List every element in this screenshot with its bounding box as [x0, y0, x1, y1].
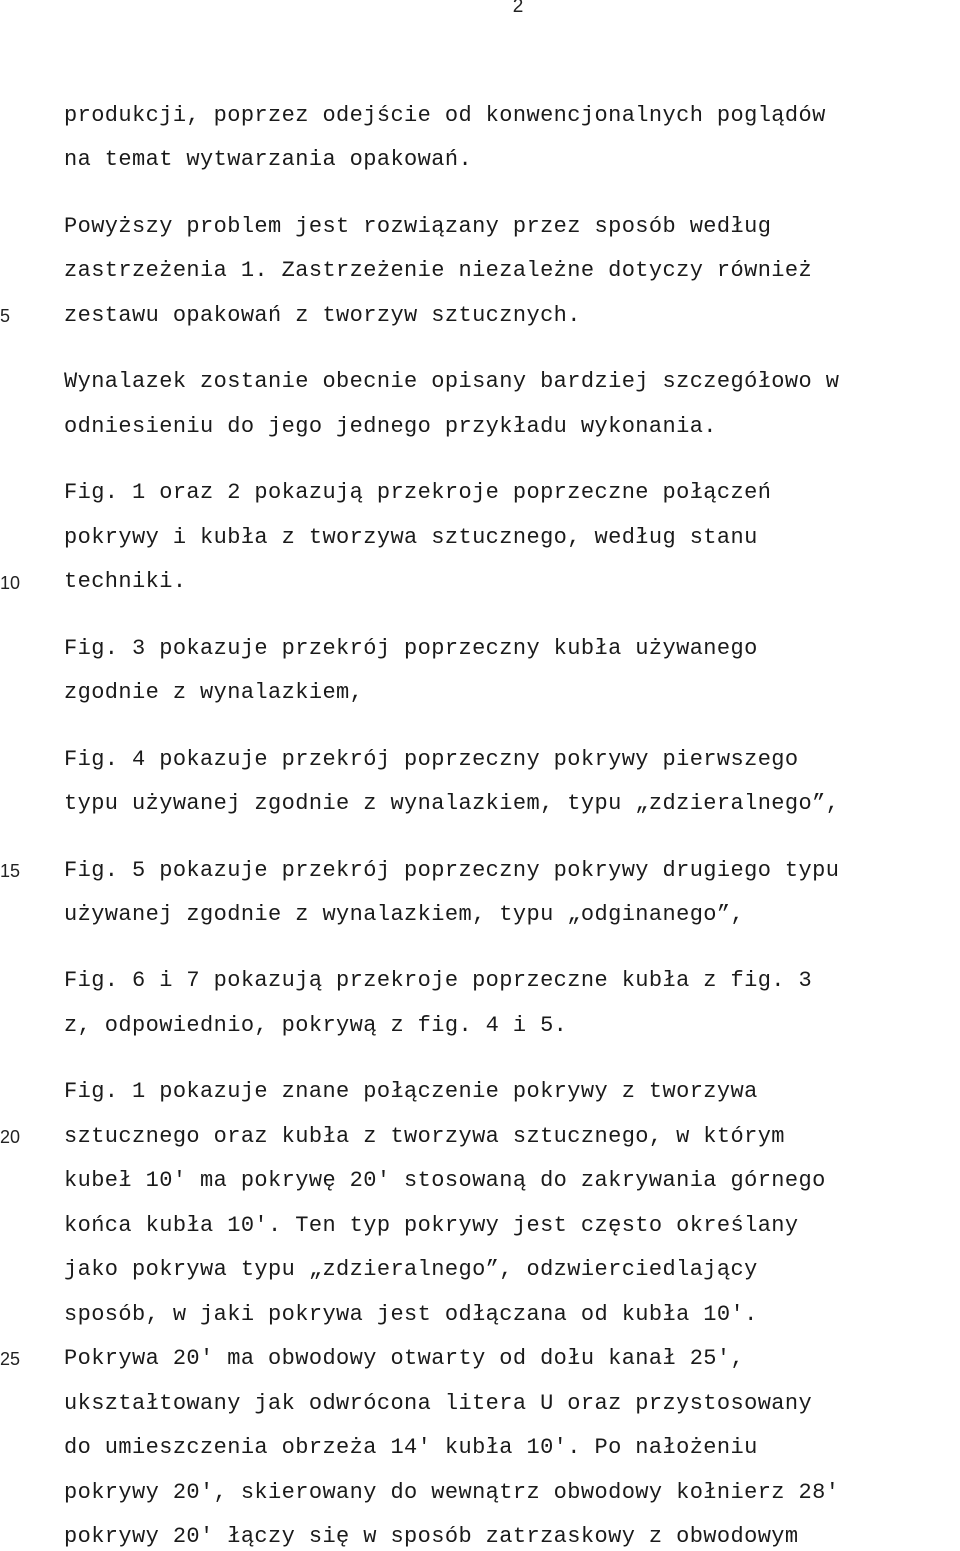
text-line: pokrywy 20′, skierowany do wewnątrz obwodowy kołnierz 28′	[64, 1480, 840, 1505]
text-line: sztucznego oraz kubła z tworzywa sztucznego, w którym	[64, 1124, 785, 1149]
text-line: używanej zgodnie z wynalazkiem, typu „odginanego”,	[64, 902, 745, 927]
text-line: Fig. 3 pokazuje przekrój poprzeczny kubła używanego	[64, 636, 758, 661]
text-line: jako pokrywa typu „zdzieralnego”, odzwierciedlający	[64, 1257, 758, 1282]
text-line: Fig. 4 pokazuje przekrój poprzeczny pokrywy pierwszego	[64, 747, 799, 772]
text-line: zestawu opakowań z tworzyw sztucznych.	[64, 303, 581, 328]
line-number-20: 20	[0, 1127, 21, 1147]
text-line: sposób, w jaki pokrywa jest odłączana od kubła 10′.	[64, 1302, 758, 1327]
text-line: do umieszczenia obrzeża 14′ kubła 10′. Po nałożeniu	[64, 1435, 758, 1460]
text-line: typu używanej zgodnie z wynalazkiem, typu „zdzieralnego”,	[64, 791, 840, 816]
line-number-5: 5	[0, 306, 11, 326]
text-line: na temat wytwarzania opakowań.	[64, 147, 473, 172]
text-line: pokrywy i kubła z tworzywa sztucznego, według stanu	[64, 525, 758, 550]
text-line: końca kubła 10′. Ten typ pokrywy jest często określany	[64, 1213, 799, 1238]
page-number: 2	[512, 0, 524, 17]
text-line: Fig. 5 pokazuje przekrój poprzeczny pokrywy drugiego typu	[64, 858, 840, 883]
text-line: produkcji, poprzez odejście od konwencjonalnych poglądów	[64, 103, 826, 128]
line-number-25: 25	[0, 1349, 21, 1369]
text-line: zgodnie z wynalazkiem,	[64, 680, 364, 705]
text-line: z, odpowiednio, pokrywą z fig. 4 i 5.	[64, 1013, 568, 1038]
text-line: odniesieniu do jego jednego przykładu wykonania.	[64, 414, 717, 439]
text-line: Fig. 6 i 7 pokazują przekroje poprzeczne kubła z fig. 3	[64, 968, 813, 993]
text-line: Wynalazek zostanie obecnie opisany bardziej szczegółowo w	[64, 369, 840, 394]
text-line: Powyższy problem jest rozwiązany przez sposób według	[64, 214, 772, 239]
line-number-10: 10	[0, 573, 21, 593]
text-line: ukształtowany jak odwrócona litera U oraz przystosowany	[64, 1391, 813, 1416]
text-line: Fig. 1 pokazuje znane połączenie pokrywy z tworzywa	[64, 1079, 758, 1104]
text-line: pokrywy 20′ łączy się w sposób zatrzaskowy z obwodowym	[64, 1524, 799, 1549]
text-line: techniki.	[64, 569, 187, 594]
text-line: zastrzeżenia 1. Zastrzeżenie niezależne dotyczy również	[64, 258, 813, 283]
text-line: kubeł 10′ ma pokrywę 20′ stosowaną do zakrywania górnego	[64, 1168, 826, 1193]
text-line: Pokrywa 20′ ma obwodowy otwarty od dołu kanał 25′,	[64, 1346, 745, 1371]
line-number-15: 15	[0, 861, 21, 881]
text-line: Fig. 1 oraz 2 pokazują przekroje poprzeczne połączeń	[64, 480, 772, 505]
